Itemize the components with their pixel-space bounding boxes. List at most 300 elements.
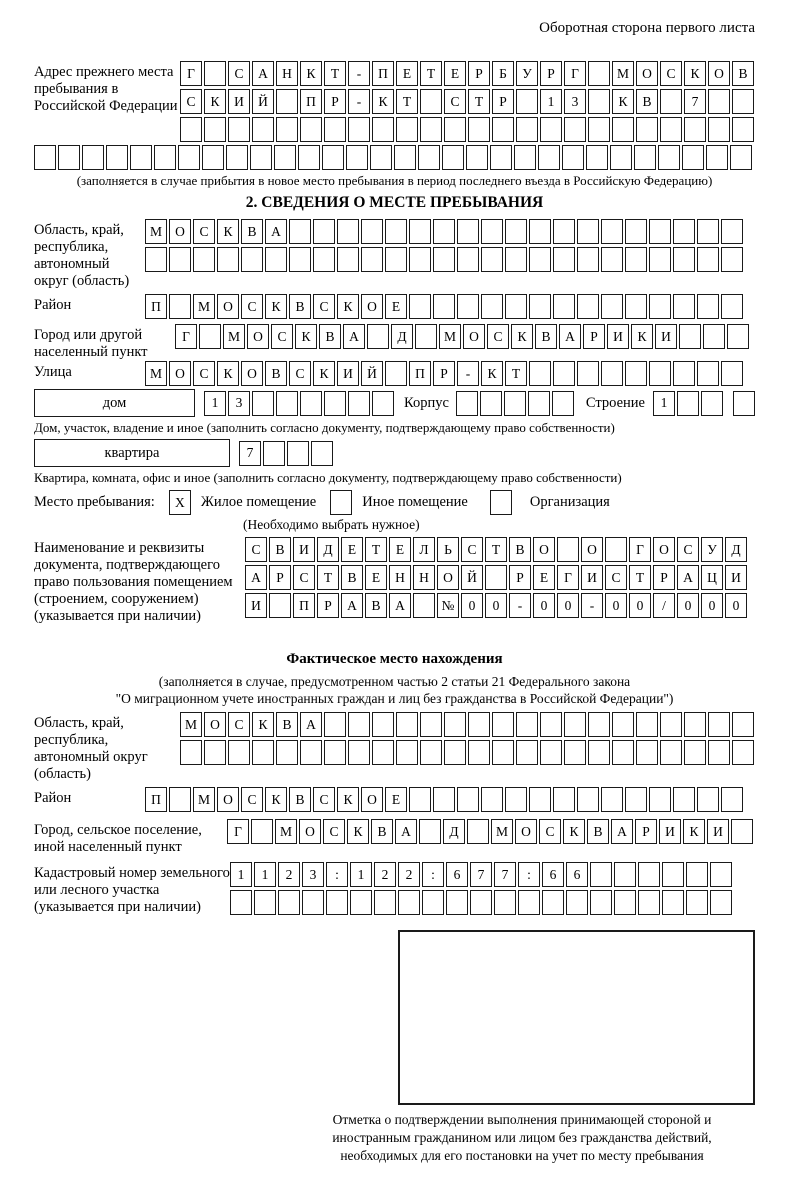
char-cell <box>252 391 274 416</box>
oblast-field <box>34 219 755 290</box>
char-cell <box>505 247 527 272</box>
char-cell: К <box>265 787 287 812</box>
char-cell <box>420 740 442 765</box>
char-cell: Н <box>413 565 435 590</box>
korpus-cells <box>456 391 576 416</box>
char-cell <box>420 712 442 737</box>
stay-type-note: (Необходимо выбрать нужное) <box>243 517 420 532</box>
char-cell <box>553 294 575 319</box>
char-cell: Р <box>433 361 455 386</box>
char-cell <box>614 862 636 887</box>
char-cell: 3 <box>302 862 324 887</box>
char-cell <box>562 145 584 170</box>
char-cell <box>263 441 285 466</box>
char-cell: К <box>313 361 335 386</box>
char-cell <box>481 294 503 319</box>
char-cell <box>658 145 680 170</box>
char-cell <box>586 145 608 170</box>
stay-opt-residential-label: Жилое помещение <box>200 494 317 510</box>
char-cell: Т <box>396 89 418 114</box>
kvartira-caption: Квартира, комната, офис и иное (заполнить согласно документу, подтверждающему право собственности) <box>34 470 622 485</box>
char-cell <box>278 890 300 915</box>
section2-title: 2. СВЕДЕНИЯ О МЕСТЕ ПРЕБЫВАНИЯ <box>245 194 544 211</box>
char-cell <box>553 787 575 812</box>
char-cell <box>662 890 684 915</box>
checkbox-organization <box>490 490 512 515</box>
char-cell <box>269 593 291 618</box>
gorod-row <box>175 324 751 349</box>
char-cell <box>204 61 226 86</box>
checkbox-other-premises <box>330 490 352 515</box>
char-cell <box>516 712 538 737</box>
char-cell: О <box>653 537 675 562</box>
char-cell <box>442 145 464 170</box>
char-cell <box>58 145 80 170</box>
char-cell <box>682 145 704 170</box>
char-cell: О <box>361 787 383 812</box>
char-cell <box>457 787 479 812</box>
char-cell <box>420 117 442 142</box>
char-cell <box>444 712 466 737</box>
char-cell <box>686 890 708 915</box>
stay-opt-organization-label: Организация <box>529 494 610 510</box>
char-cell: С <box>677 537 699 562</box>
char-cell: У <box>516 61 538 86</box>
char-cell <box>625 247 647 272</box>
char-cell: С <box>193 219 215 244</box>
char-cell <box>660 740 682 765</box>
char-cell: Т <box>420 61 442 86</box>
char-cell <box>169 787 191 812</box>
char-cell: Г <box>629 537 651 562</box>
char-cell <box>287 441 309 466</box>
char-cell <box>348 740 370 765</box>
char-cell <box>601 787 623 812</box>
char-cell <box>684 117 706 142</box>
char-cell <box>514 145 536 170</box>
char-cell <box>481 787 503 812</box>
char-cell <box>409 247 431 272</box>
char-cell <box>337 219 359 244</box>
char-cell: С <box>660 61 682 86</box>
char-cell <box>540 117 562 142</box>
char-cell <box>374 890 396 915</box>
char-cell: М <box>180 712 202 737</box>
char-cell: В <box>509 537 531 562</box>
char-cell <box>180 740 202 765</box>
char-cell <box>697 787 719 812</box>
char-cell: В <box>289 294 311 319</box>
char-cell: О <box>708 61 730 86</box>
char-cell: № <box>437 593 459 618</box>
char-cell: Ь <box>437 537 459 562</box>
prev-address-field <box>34 61 755 145</box>
char-cell: К <box>265 294 287 319</box>
char-cell: Т <box>468 89 490 114</box>
fact-oblast-field <box>34 712 755 783</box>
char-cell <box>276 117 298 142</box>
char-cell: В <box>341 565 363 590</box>
char-cell <box>106 145 128 170</box>
char-cell <box>433 219 455 244</box>
char-cell: У <box>701 537 723 562</box>
char-cell <box>372 117 394 142</box>
char-cell <box>178 145 200 170</box>
char-cell <box>228 740 250 765</box>
char-cell <box>433 294 455 319</box>
stamp-block <box>295 930 755 1165</box>
char-cell <box>241 247 263 272</box>
char-cell <box>673 247 695 272</box>
char-cell: В <box>636 89 658 114</box>
char-cell <box>385 219 407 244</box>
char-cell <box>703 324 725 349</box>
char-cell <box>385 247 407 272</box>
fact-raion-label: Район <box>34 790 72 806</box>
char-cell <box>394 145 416 170</box>
ulitsa-field <box>34 361 755 389</box>
fact-raion-field <box>34 787 755 815</box>
char-cell: В <box>365 593 387 618</box>
char-cell <box>457 219 479 244</box>
char-cell: Г <box>175 324 197 349</box>
char-cell <box>601 361 623 386</box>
dom-caption: Дом, участок, владение и иное (заполнить согласно документу, подтверждающему право собственности) <box>34 420 615 435</box>
char-cell <box>540 712 562 737</box>
char-cell <box>348 712 370 737</box>
char-cell: В <box>276 712 298 737</box>
oblast-row-1 <box>145 219 745 244</box>
kvartira-row <box>34 439 755 467</box>
char-cell <box>538 145 560 170</box>
char-cell: В <box>241 219 263 244</box>
char-cell: И <box>337 361 359 386</box>
char-cell: А <box>389 593 411 618</box>
char-cell <box>372 712 394 737</box>
char-cell <box>433 247 455 272</box>
char-cell: К <box>337 294 359 319</box>
kadastr-rows <box>230 862 734 918</box>
fact-oblast-label: Область, край, республика, автономный округ (область) <box>34 715 148 782</box>
char-cell <box>398 890 420 915</box>
char-cell <box>610 145 632 170</box>
fact-raion-row <box>145 787 745 812</box>
dom-cells <box>204 391 396 416</box>
char-cell <box>385 361 407 386</box>
char-cell <box>529 361 551 386</box>
char-cell: В <box>371 819 393 844</box>
char-cell <box>300 740 322 765</box>
gorod-label: Город или другой населенный пункт <box>34 327 148 360</box>
char-cell <box>529 247 551 272</box>
char-cell <box>470 890 492 915</box>
char-cell: П <box>300 89 322 114</box>
char-cell: Г <box>557 565 579 590</box>
char-cell <box>588 712 610 737</box>
char-cell <box>444 740 466 765</box>
char-cell <box>348 117 370 142</box>
char-cell: 0 <box>677 593 699 618</box>
char-cell <box>721 294 743 319</box>
char-cell <box>601 219 623 244</box>
char-cell: 0 <box>461 593 483 618</box>
char-cell <box>684 712 706 737</box>
char-cell <box>154 145 176 170</box>
char-cell <box>298 145 320 170</box>
char-cell <box>322 145 344 170</box>
char-cell <box>638 890 660 915</box>
char-cell <box>673 361 695 386</box>
char-cell <box>686 862 708 887</box>
char-cell: 1 <box>653 391 675 416</box>
char-cell <box>415 324 437 349</box>
char-cell <box>557 537 579 562</box>
char-cell <box>516 740 538 765</box>
kadastr-label: Кадастровый номер земельного или лесного участка (указывается при наличии) <box>34 865 230 915</box>
char-cell <box>490 145 512 170</box>
char-cell <box>529 787 551 812</box>
char-cell: Р <box>492 89 514 114</box>
char-cell: Е <box>389 537 411 562</box>
char-cell <box>660 712 682 737</box>
fact-caption-line-1: (заполняется в случае, предусмотренном частью 2 статьи 21 Федерального закона <box>158 674 631 689</box>
char-cell: Б <box>492 61 514 86</box>
char-cell <box>199 324 221 349</box>
char-cell <box>204 740 226 765</box>
char-cell: Р <box>317 593 339 618</box>
char-cell: В <box>732 61 754 86</box>
char-cell <box>480 391 502 416</box>
char-cell <box>590 862 612 887</box>
stroenie-cells <box>653 391 757 416</box>
char-cell <box>180 117 202 142</box>
char-cell: - <box>509 593 531 618</box>
char-cell: М <box>223 324 245 349</box>
char-cell <box>577 294 599 319</box>
char-cell <box>418 145 440 170</box>
char-cell: 6 <box>566 862 588 887</box>
char-cell: И <box>581 565 603 590</box>
char-cell: К <box>563 819 585 844</box>
char-cell: К <box>684 61 706 86</box>
char-cell <box>252 117 274 142</box>
char-cell: А <box>559 324 581 349</box>
char-cell <box>721 787 743 812</box>
char-cell: Е <box>385 787 407 812</box>
char-cell <box>409 219 431 244</box>
char-cell <box>311 441 333 466</box>
char-cell <box>274 145 296 170</box>
char-cell: Г <box>180 61 202 86</box>
char-cell: А <box>677 565 699 590</box>
char-cell: Л <box>413 537 435 562</box>
char-cell <box>337 247 359 272</box>
char-cell: М <box>491 819 513 844</box>
char-cell: П <box>293 593 315 618</box>
char-cell <box>217 247 239 272</box>
char-cell <box>649 787 671 812</box>
char-cell <box>433 787 455 812</box>
char-cell: О <box>169 361 191 386</box>
char-cell: Д <box>391 324 413 349</box>
char-cell: К <box>372 89 394 114</box>
char-cell: С <box>180 89 202 114</box>
char-cell: О <box>247 324 269 349</box>
char-cell <box>169 247 191 272</box>
char-cell: : <box>518 862 540 887</box>
dom-box-label: дом <box>34 389 195 417</box>
char-cell <box>324 117 346 142</box>
char-cell: О <box>299 819 321 844</box>
char-cell <box>457 294 479 319</box>
char-cell: К <box>295 324 317 349</box>
char-cell <box>662 862 684 887</box>
char-cell: Е <box>341 537 363 562</box>
char-cell <box>638 862 660 887</box>
char-cell <box>673 294 695 319</box>
fact-gorod-label: Город, сельское поселение, иной населенный пункт <box>34 822 202 855</box>
char-cell: К <box>683 819 705 844</box>
char-cell: С <box>605 565 627 590</box>
char-cell: С <box>313 787 335 812</box>
char-cell: П <box>409 361 431 386</box>
char-cell <box>731 819 753 844</box>
stay-type-label: Место пребывания: <box>34 494 155 510</box>
char-cell: Е <box>385 294 407 319</box>
char-cell: О <box>204 712 226 737</box>
char-cell: К <box>511 324 533 349</box>
doc-row-1 <box>245 537 749 562</box>
char-cell <box>553 361 575 386</box>
char-cell: С <box>241 787 263 812</box>
char-cell: А <box>611 819 633 844</box>
char-cell: М <box>612 61 634 86</box>
prev-address-rows <box>180 61 756 145</box>
char-cell: А <box>245 565 267 590</box>
char-cell <box>313 219 335 244</box>
kadastr-row-1 <box>230 862 734 887</box>
doc-row-3 <box>245 593 749 618</box>
char-cell <box>481 247 503 272</box>
char-cell <box>34 145 56 170</box>
char-cell: Е <box>365 565 387 590</box>
char-cell: 0 <box>629 593 651 618</box>
char-cell <box>396 740 418 765</box>
char-cell <box>468 740 490 765</box>
char-cell <box>601 294 623 319</box>
korpus-label: Корпус <box>404 394 449 411</box>
char-cell <box>721 361 743 386</box>
fact-gorod-row <box>227 819 755 844</box>
char-cell <box>636 740 658 765</box>
stamp-caption: Отметка о подтверждении выполнения принимающей стороной и иностранным гражданином или лицом без гражданства действий, необходимых для его постановки на учет по месту пребывания <box>332 1112 712 1163</box>
char-cell: А <box>343 324 365 349</box>
char-cell <box>605 537 627 562</box>
char-cell <box>300 391 322 416</box>
char-cell <box>492 740 514 765</box>
char-cell <box>625 219 647 244</box>
char-cell: 0 <box>533 593 555 618</box>
char-cell <box>289 219 311 244</box>
char-cell <box>346 145 368 170</box>
char-cell <box>732 740 754 765</box>
char-cell <box>361 247 383 272</box>
char-cell: П <box>145 294 167 319</box>
doc-row-2 <box>245 565 749 590</box>
char-cell: Т <box>324 61 346 86</box>
char-cell <box>590 890 612 915</box>
char-cell: С <box>487 324 509 349</box>
doc-rows <box>245 537 749 621</box>
char-cell <box>679 324 701 349</box>
char-cell <box>313 247 335 272</box>
char-cell: О <box>437 565 459 590</box>
char-cell <box>588 89 610 114</box>
char-cell: И <box>245 593 267 618</box>
char-cell <box>730 145 752 170</box>
char-cell: И <box>707 819 729 844</box>
char-cell <box>409 294 431 319</box>
char-cell: С <box>313 294 335 319</box>
char-cell <box>732 712 754 737</box>
char-cell <box>324 391 346 416</box>
char-cell: Д <box>317 537 339 562</box>
stamp-box <box>398 930 755 1105</box>
char-cell: К <box>337 787 359 812</box>
char-cell: О <box>533 537 555 562</box>
char-cell <box>250 145 272 170</box>
char-cell: 2 <box>278 862 300 887</box>
char-cell <box>467 819 489 844</box>
doc-field <box>34 537 755 641</box>
char-cell <box>612 740 634 765</box>
char-cell <box>193 247 215 272</box>
char-cell <box>677 391 699 416</box>
char-cell <box>505 294 527 319</box>
char-cell: О <box>581 537 603 562</box>
char-cell: 0 <box>605 593 627 618</box>
char-cell: 3 <box>228 391 250 416</box>
char-cell: - <box>581 593 603 618</box>
char-cell <box>706 145 728 170</box>
fact-oblast-row-1 <box>180 712 756 737</box>
char-cell <box>721 247 743 272</box>
char-cell: О <box>217 294 239 319</box>
char-cell <box>721 219 743 244</box>
char-cell: С <box>193 361 215 386</box>
kadastr-row-2 <box>230 890 734 915</box>
prev-address-row-2 <box>180 89 756 114</box>
char-cell <box>251 819 273 844</box>
char-cell <box>649 219 671 244</box>
char-cell: К <box>631 324 653 349</box>
char-cell: Т <box>505 361 527 386</box>
char-cell: О <box>169 219 191 244</box>
char-cell <box>625 294 647 319</box>
char-cell <box>485 565 507 590</box>
char-cell: К <box>481 361 503 386</box>
char-cell: 7 <box>494 862 516 887</box>
char-cell: В <box>535 324 557 349</box>
char-cell: Т <box>629 565 651 590</box>
char-cell: Е <box>396 61 418 86</box>
char-cell: 7 <box>239 441 261 466</box>
char-cell: 6 <box>446 862 468 887</box>
char-cell: 1 <box>254 862 276 887</box>
char-cell: Р <box>468 61 490 86</box>
char-cell: Е <box>444 61 466 86</box>
char-cell <box>456 391 478 416</box>
